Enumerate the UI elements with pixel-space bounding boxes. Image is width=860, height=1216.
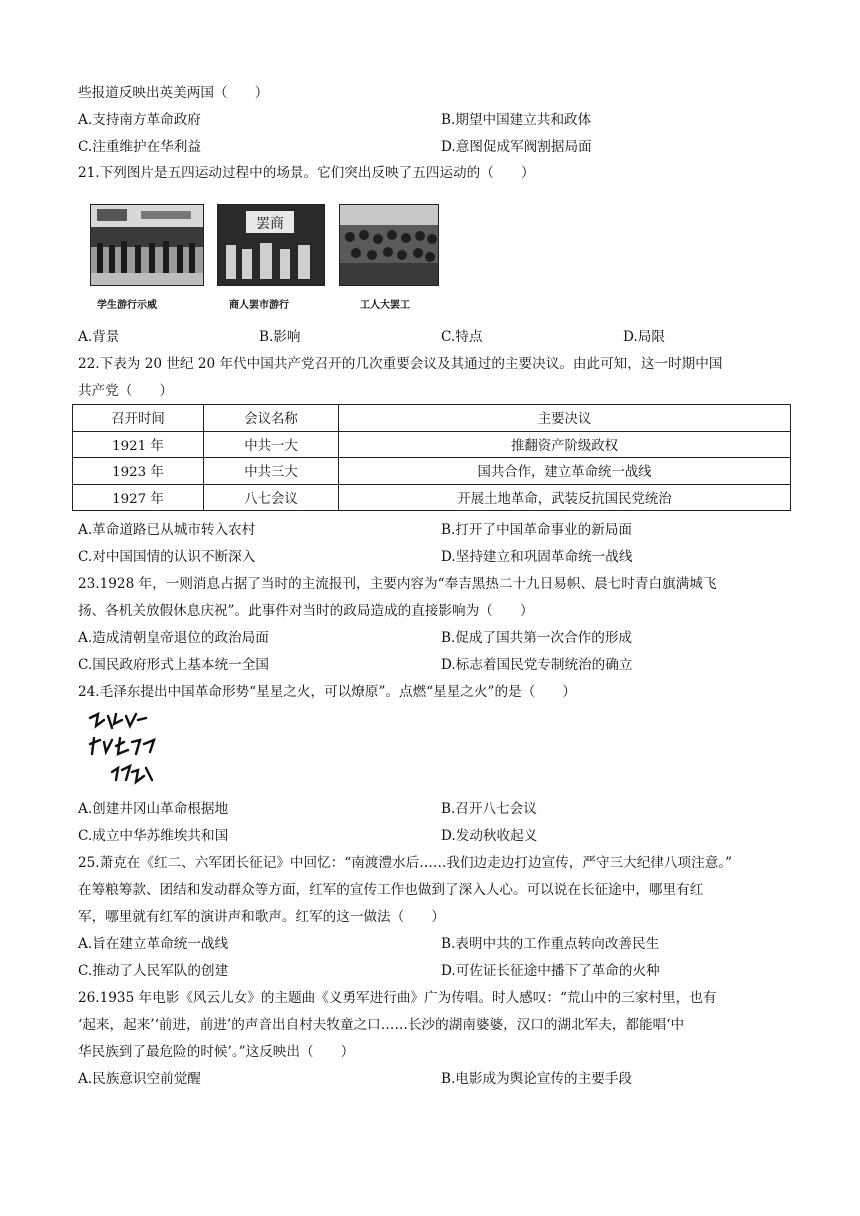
option-d: D.标志着国民党专制统治的确立 xyxy=(441,657,633,673)
question-23-stem: 23.1928 年，一则消息占据了当时的主流报刊，主要内容为“奉吉黑热二十九日易帜、晨七时青白旗满城飞 xyxy=(78,576,717,592)
question-22-stem-cont: 共产党（ ） xyxy=(78,383,174,399)
question-24-stem: 24.毛泽东提出中国革命形势“星星之火，可以燎原”。点燃“星星之火”的是（ ） xyxy=(78,684,577,700)
option-b: B.打开了中国革命事业的新局面 xyxy=(441,522,633,538)
option-a: A.创建井冈山革命根据地 xyxy=(78,801,229,817)
option-a: A.旨在建立革命统一战线 xyxy=(78,936,229,952)
option-d: D.局限 xyxy=(623,329,665,345)
option-a: A.支持南方革命政府 xyxy=(78,112,201,128)
option-c: C.特点 xyxy=(441,329,483,345)
option-d: D.可佐证长征途中播下了革命的火种 xyxy=(441,963,660,979)
question-25-stem-cont: 军，哪里就有红军的演讲声和歌声。红军的这一做法（ ） xyxy=(78,909,446,925)
question-stem-continuation: 些报道反映出英美两国（ ） xyxy=(78,85,269,101)
table-cell: 1927 年 xyxy=(73,484,204,511)
student-protest-photo xyxy=(90,204,204,286)
question-23-stem-cont: 扬、各机关放假休息庆祝”。此事件对当时的政局造成的直接影响为（ ） xyxy=(78,603,534,619)
option-b: B.电影成为舆论宣传的主要手段 xyxy=(441,1071,633,1087)
table-cell: 开展土地革命，武装反抗国民党统治 xyxy=(339,484,791,511)
table-cell: 中共三大 xyxy=(204,458,339,485)
option-b: B.促成了国共第一次合作的形成 xyxy=(441,630,633,646)
option-c: C.推动了人民军队的创建 xyxy=(78,963,229,979)
meetings-table xyxy=(72,404,791,511)
option-d: D.发动秋收起义 xyxy=(441,828,538,844)
photo-caption-students: 学生游行示威 xyxy=(97,300,157,311)
calligraphy-image xyxy=(86,710,166,790)
table-cell: 1921 年 xyxy=(73,431,204,458)
option-a: A.造成清朝皇帝退位的政治局面 xyxy=(78,630,269,646)
question-26-stem-cont: 华民族到了最危险的时候’。”这反映出（ ） xyxy=(78,1044,355,1060)
table-cell: 中共一大 xyxy=(204,431,339,458)
option-b: B.影响 xyxy=(259,329,301,345)
table-header-row xyxy=(73,405,791,432)
worker-strike-photo xyxy=(339,204,439,286)
question-26-stem: 26.1935 年电影《风云儿女》的主题曲《义勇军进行曲》广为传唱。时人感叹：“荒山中的三家村里，也有 xyxy=(78,990,717,1006)
column-header: 召开时间 xyxy=(73,405,204,432)
option-d: D.意图促成军阀割据局面 xyxy=(441,139,592,155)
option-b: B.期望中国建立共和政体 xyxy=(441,112,592,128)
question-22-stem: 22.下表为 20 世纪 20 年代中国共产党召开的几次重要会议及其通过的主要决议。由此可知，这一时期中国 xyxy=(78,356,723,372)
table-row xyxy=(73,484,791,511)
photo-caption-workers: 工人大罢工 xyxy=(360,300,410,311)
banner-sign-text: 罢商 xyxy=(256,216,284,232)
table-row xyxy=(73,458,791,485)
option-c: C.成立中华苏维埃共和国 xyxy=(78,828,229,844)
table-row xyxy=(73,431,791,458)
option-a: A.背景 xyxy=(78,329,120,345)
option-a: A.民族意识空前觉醒 xyxy=(78,1071,201,1087)
question-25-stem: 25.萧克在《红二、六军团长征记》中回忆：“南渡澧水后……我们边走边打边宣传，严守三大纪律八项注意。” xyxy=(78,855,733,871)
option-c: C.对中国国情的认识不断深入 xyxy=(78,549,256,565)
option-d: D.坚持建立和巩固革命统一战线 xyxy=(441,549,633,565)
question-26-stem-cont: ‘起来，起来’‘前进，前进’的声音出自村夫牧童之口……长沙的湖南婆婆，汉口的湖北军夫，都能唱‘中 xyxy=(78,1017,685,1033)
photo-caption-merchants: 商人罢市游行 xyxy=(229,300,289,311)
table-cell: 推翻资产阶级政权 xyxy=(339,431,791,458)
option-a: A.革命道路已从城市转入农村 xyxy=(78,522,256,538)
question-21-stem: 21.下列图片是五四运动过程中的场景。它们突出反映了五四运动的（ ） xyxy=(78,165,535,181)
column-header: 会议名称 xyxy=(204,405,339,432)
column-header: 主要决议 xyxy=(339,405,791,432)
option-b: B.表明中共的工作重点转向改善民生 xyxy=(441,936,660,952)
table-cell: 国共合作，建立革命统一战线 xyxy=(339,458,791,485)
option-c: C.国民政府形式上基本统一全国 xyxy=(78,657,269,673)
option-c: C.注重维护在华利益 xyxy=(78,139,201,155)
question-25-stem-cont: 在筹粮筹款、团结和发动群众等方面，红军的宣传工作也做到了深入人心。可以说在长征途中，哪里有红 xyxy=(78,882,704,898)
option-b: B.召开八七会议 xyxy=(441,801,537,817)
table-cell: 1923 年 xyxy=(73,458,204,485)
merchant-strike-photo xyxy=(217,204,325,286)
table-cell: 八七会议 xyxy=(204,484,339,511)
